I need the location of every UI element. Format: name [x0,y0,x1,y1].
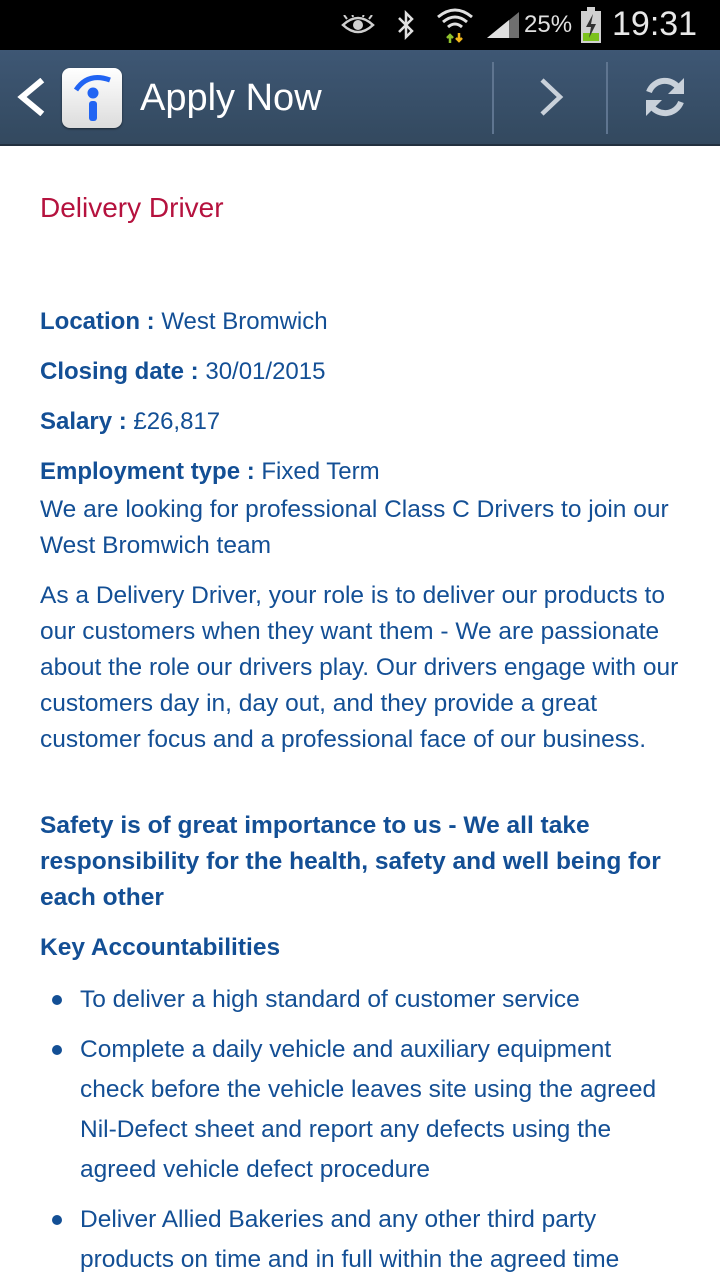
forward-chevron-icon [536,76,566,118]
field-value: West Bromwich [161,308,328,335]
forward-button[interactable] [496,50,606,144]
list-item [40,980,680,1020]
refresh-button[interactable] [610,50,720,144]
eye-icon [340,0,376,50]
list-item-text: Deliver Allied Bakeries and any other third party products on time and in full within the agreed time [80,1206,620,1273]
wifi-icon [434,0,476,50]
safety-statement: Safety is of great importance to us - We all take responsibility for the health, safety and well being for each other [40,812,661,911]
field-value: 30/01/2015 [205,358,326,385]
list-item [40,1030,680,1190]
job-title: Delivery Driver [40,192,224,223]
bluetooth-icon [392,0,420,50]
status-clock: 19:31 [612,5,698,43]
bullet-icon [52,995,62,1005]
job-description: As a Delivery Driver, your role is to deliver our products to our customers when they want them - We are passionate about the role our drivers play. Our drivers engage with our customers day in, day out, and they provide a great customer focus and a professional face of our business. [40,582,679,753]
field-location [40,308,328,336]
field-closing-date [40,358,325,386]
field-label: Employment type : [40,458,255,485]
job-intro: We are looking for professional Class C Drivers to join our West Bromwich team [40,496,669,559]
battery-percent: 25% [524,11,573,38]
field-label: Closing date : [40,358,199,385]
signal-icon [484,0,522,50]
field-label: Salary : [40,408,127,435]
list-item [40,1200,680,1280]
refresh-icon [640,72,690,122]
accountabilities-heading: Key Accountabilities [40,934,281,961]
field-label: Location : [40,308,155,335]
bullet-icon [52,1215,62,1225]
field-salary [40,408,220,436]
list-item-text: Complete a daily vehicle and auxiliary equipment check before the vehicle leaves site using the agreed Nil-Defect sheet and report any defects using the agreed vehicle defect procedure [80,1036,657,1183]
back-button[interactable] [0,50,130,144]
action-bar [0,50,720,146]
list-item-text: To deliver a high standard of customer service [80,986,580,1013]
battery-charging-icon [578,0,604,50]
toolbar-divider [492,62,494,134]
field-value: £26,817 [133,408,221,435]
status-bar [0,0,720,50]
back-chevron-icon [14,78,48,116]
field-value: Fixed Term [261,458,380,485]
field-employment-type [40,458,380,486]
page-title: Apply Now [140,77,322,119]
indeed-logo [62,68,122,128]
bullet-icon [52,1045,62,1055]
toolbar-divider [606,62,608,134]
